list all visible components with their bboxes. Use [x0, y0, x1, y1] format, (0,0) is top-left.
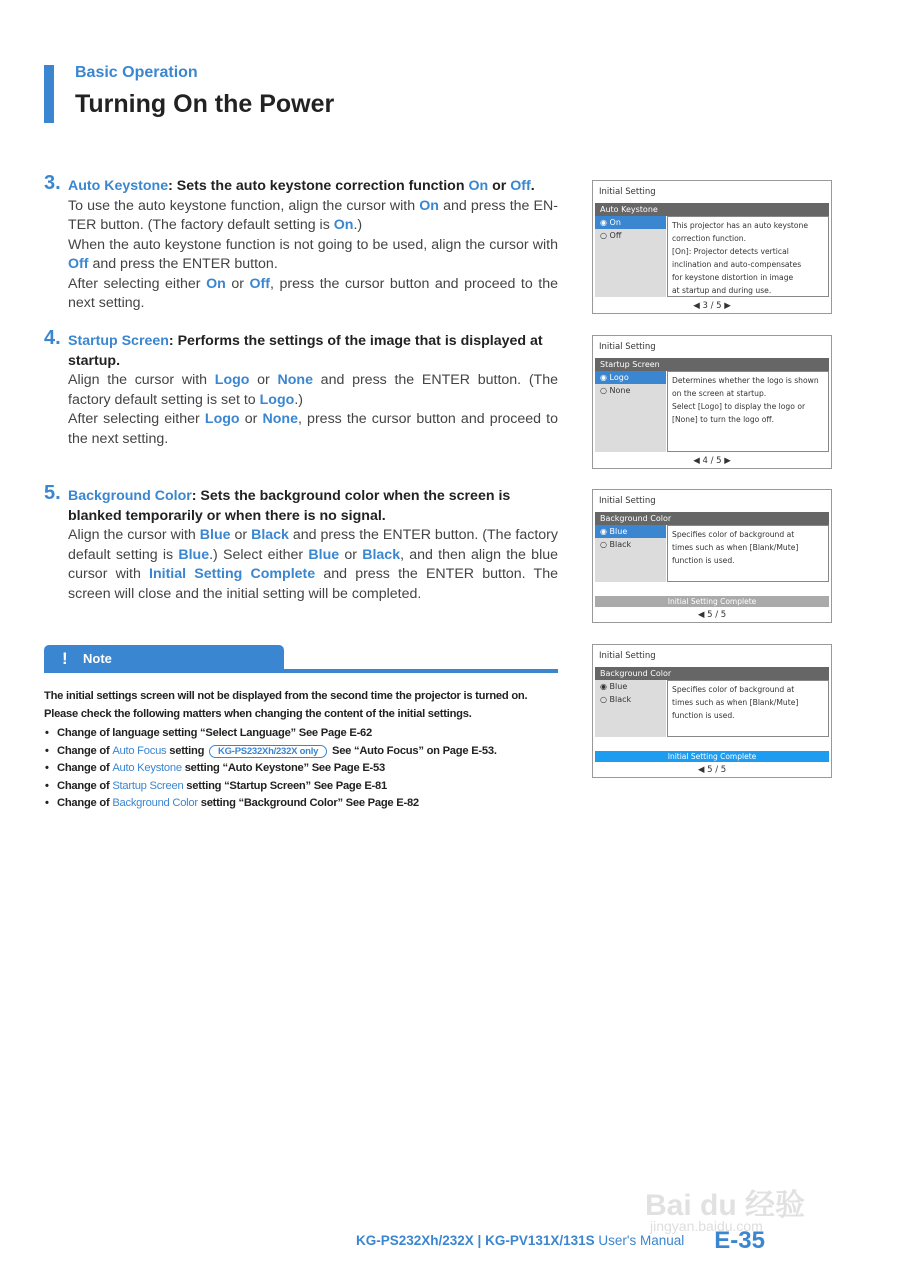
note-intro: The initial settings screen will not be displayed from the second time the projector is turned on. Please check the following matters when changing the content of the initial settings.	[44, 690, 528, 720]
para	[68, 371, 558, 410]
link-auto-keystone[interactable]: Auto Keystone	[112, 762, 182, 774]
text: To use the auto keystone function, align the cursor with	[68, 197, 420, 214]
option-label: Off	[609, 231, 622, 240]
desc-line: correction function.	[672, 234, 747, 243]
page-indicator: 4 / 5	[702, 456, 722, 466]
desc-line: [On]: Projector detects vertical	[672, 247, 789, 256]
option-blue[interactable]	[595, 680, 666, 693]
step-3	[44, 172, 559, 314]
panel-description	[667, 680, 829, 737]
list-item	[44, 725, 560, 743]
radio-selected-icon: ◉	[600, 527, 610, 536]
desc-line: at startup and during use.	[672, 286, 772, 295]
step-number: 3.	[44, 172, 61, 194]
model-badge: KG-PS232Xh/232X only	[209, 745, 327, 758]
text: setting “Startup Screen” See Page E-81	[183, 779, 387, 792]
desc-line: [None] to turn the logo off.	[672, 415, 774, 424]
option-none[interactable]	[595, 384, 666, 397]
note-body	[44, 688, 560, 813]
settings-panel-auto-keystone	[592, 180, 832, 314]
option-list	[595, 216, 666, 297]
hl-on: On	[206, 275, 226, 292]
step-body	[68, 371, 558, 449]
settings-panel-background-color	[592, 489, 832, 623]
text: or	[225, 275, 250, 292]
text: and press the ENTER button. (The factory default setting is set to	[68, 372, 558, 408]
panel-description	[667, 216, 829, 297]
desc-line: Specifies color of background at	[672, 685, 795, 694]
text: , and then align the blue cursor with	[68, 546, 559, 582]
hl-none: None	[262, 411, 298, 427]
triangle-left-icon[interactable]: ◀	[693, 301, 703, 311]
note-list	[44, 725, 560, 813]
list-item	[44, 760, 560, 778]
note-tab	[44, 645, 284, 672]
text: Align the cursor with	[68, 372, 215, 388]
text: setting “Background Color” See Page E-82	[197, 797, 419, 809]
option-label: On	[609, 218, 621, 227]
text: .)	[353, 217, 363, 233]
option-list	[595, 371, 666, 452]
hl-on: On	[468, 178, 489, 194]
text: or	[249, 372, 278, 388]
step-name: Background Color	[68, 488, 192, 504]
radio-empty-icon: ○	[600, 695, 610, 704]
step-5	[44, 482, 559, 604]
settings-panel-startup-screen	[592, 335, 832, 469]
hl-logo: Logo	[259, 391, 295, 408]
text: Change of language setting “Select Language” See Page E-62	[57, 727, 372, 739]
panel-header: Background Color	[595, 667, 829, 680]
radio-selected-icon: ◉	[600, 682, 610, 691]
triangle-left-icon[interactable]: ◀	[697, 765, 708, 775]
settings-panel-background-color-complete	[592, 644, 832, 778]
step-name: Auto Keystone	[68, 178, 169, 194]
hl-blue: Blue	[178, 546, 210, 563]
desc-line: function is used.	[672, 711, 735, 720]
panel-description	[667, 371, 829, 452]
text: See “Auto Focus” on Page E-53.	[329, 744, 497, 757]
note-divider	[44, 669, 558, 673]
hl-blue: Blue	[199, 527, 231, 543]
hl-off: Off	[249, 275, 270, 292]
footer-manual: User's Manual	[594, 1233, 685, 1248]
hl-none: None	[277, 372, 313, 388]
heading-or: or	[488, 178, 511, 194]
list-item	[44, 743, 560, 761]
option-list	[595, 680, 666, 737]
hl-off: Off	[68, 256, 89, 272]
text: Change of	[57, 744, 113, 757]
text: and press the ENTER button.	[88, 256, 278, 272]
step-body	[68, 197, 558, 314]
footer-model: KG-PS232Xh/232X | KG-PV131X/131S	[356, 1233, 595, 1248]
text: or	[239, 411, 263, 427]
text: Change of	[57, 779, 113, 792]
para	[68, 526, 558, 604]
desc-line: on the screen at startup.	[672, 389, 767, 398]
watermark-url: jingyan.baidu.com	[650, 1218, 763, 1234]
radio-selected-icon: ◉	[600, 373, 610, 382]
desc-line: This projector has an auto keystone	[672, 221, 809, 230]
heading-dot: .	[530, 178, 535, 194]
desc-line: inclination and auto-compensates	[672, 260, 802, 269]
exclamation-icon: !	[62, 649, 68, 668]
step-4	[44, 327, 559, 449]
desc-line: times such as when [Blank/Mute]	[672, 543, 799, 552]
triangle-left-icon[interactable]: ◀	[693, 456, 703, 466]
desc-line: function is used.	[672, 556, 735, 565]
desc-line: Determines whether the logo is shown	[672, 376, 819, 385]
heading-text: : Performs the settings of the image that is displayed at startup.	[68, 333, 543, 369]
para	[68, 275, 558, 314]
page-indicator: 3 / 5	[702, 301, 722, 311]
page-number: E-35	[714, 1227, 765, 1254]
panel-pager	[593, 765, 831, 775]
hl-blue: Blue	[308, 546, 340, 563]
text: setting “Auto Keystone” See Page E-53	[181, 762, 385, 774]
text: or	[339, 546, 363, 563]
text: When the auto keystone function is not going to be used, align the cursor with	[68, 236, 558, 253]
desc-line: for keystone distortion in image	[672, 273, 794, 282]
list-item	[44, 795, 560, 813]
hl-on: On	[333, 217, 354, 233]
text: .) Select either	[209, 546, 309, 563]
text: , press the cursor button and proceed to the next setting.	[68, 275, 559, 311]
option-list	[595, 525, 666, 582]
text: or	[230, 527, 252, 543]
panel-title: Initial Setting	[599, 342, 656, 352]
panel-pager	[593, 456, 831, 466]
link-startup-screen[interactable]: Startup Screen	[112, 779, 184, 792]
text: and press the ENTER button. The screen will close and the initial setting will be completed.	[68, 566, 558, 602]
watermark-logo: Bai du 经验	[645, 1189, 806, 1222]
initial-setting-complete-button[interactable]: Initial Setting Complete	[595, 751, 829, 762]
text: , press the cursor button and proceed to the next setting.	[68, 411, 559, 447]
panel-title: Initial Setting	[599, 496, 656, 506]
panel-title: Initial Setting	[599, 187, 656, 197]
section-label: Basic Operation	[75, 64, 198, 81]
text: and press the ENTER button. (The factory default setting is	[68, 527, 558, 563]
heading-text: : Sets the background color when the screen is blanked temporarily or when there is no signal.	[68, 488, 511, 524]
option-label: None	[609, 386, 631, 395]
para	[68, 197, 558, 236]
step-heading	[68, 177, 558, 197]
panel-description	[667, 525, 829, 582]
text: and press the EN-TER button. (The factory default setting is	[68, 197, 558, 233]
option-black[interactable]	[595, 693, 666, 706]
desc-line: Specifies color of background at	[672, 530, 795, 539]
step-body	[68, 526, 558, 604]
para	[68, 236, 558, 275]
option-logo[interactable]	[595, 371, 666, 384]
text: Change of	[57, 797, 113, 809]
option-blue[interactable]	[595, 525, 666, 538]
page-indicator: 5 / 5	[707, 765, 727, 775]
list-item	[44, 778, 560, 796]
page-title: Turning On the Power	[75, 90, 335, 118]
option-label: Blue	[609, 527, 628, 536]
option-label: Logo	[609, 373, 629, 382]
radio-empty-icon: ○	[600, 231, 610, 240]
text: After selecting either	[68, 275, 207, 292]
option-on[interactable]	[595, 216, 666, 229]
link-auto-focus[interactable]: Auto Focus	[112, 744, 167, 757]
option-off[interactable]	[595, 229, 666, 242]
text: After selecting either	[68, 411, 205, 427]
step-heading	[68, 332, 558, 371]
text: .)	[294, 391, 303, 408]
panel-header: Startup Screen	[595, 358, 829, 371]
triangle-left-icon[interactable]: ◀	[697, 610, 708, 620]
step-number: 5.	[44, 482, 61, 504]
panel-title: Initial Setting	[599, 651, 656, 661]
note-label: Note	[83, 651, 112, 666]
option-black[interactable]	[595, 538, 666, 551]
text: Align the cursor with	[68, 527, 200, 543]
para	[68, 410, 558, 449]
link-background-color[interactable]: Background Color	[112, 797, 198, 809]
panel-pager	[593, 610, 831, 620]
radio-empty-icon: ○	[600, 540, 610, 549]
triangle-right-icon[interactable]: ▶	[721, 301, 731, 311]
hl-off: Off	[510, 178, 531, 194]
text: Change of	[57, 762, 113, 774]
hl-on: On	[419, 197, 439, 214]
initial-setting-complete-button[interactable]: Initial Setting Complete	[595, 596, 829, 607]
panel-pager	[593, 301, 831, 311]
page-indicator: 5 / 5	[707, 610, 727, 620]
hl-logo: Logo	[204, 411, 240, 427]
hl-black: Black	[251, 527, 289, 543]
panel-header: Auto Keystone	[595, 203, 829, 216]
option-label: Blue	[609, 682, 628, 691]
hl-logo: Logo	[214, 372, 250, 388]
desc-line: Select [Logo] to display the logo or	[672, 402, 806, 411]
section-accent-bar	[44, 65, 54, 123]
hl-black: Black	[362, 546, 401, 563]
radio-selected-icon: ◉	[600, 218, 610, 227]
page-footer	[356, 1224, 765, 1252]
hl-complete: Initial Setting Complete	[149, 566, 316, 582]
text: setting	[166, 744, 208, 757]
triangle-right-icon[interactable]: ▶	[721, 456, 731, 466]
radio-empty-icon: ○	[600, 386, 610, 395]
option-label: Black	[609, 540, 632, 549]
step-heading	[68, 487, 558, 526]
heading-text: : Sets the auto keystone correction function	[168, 178, 469, 194]
panel-header: Background Color	[595, 512, 829, 525]
option-label: Black	[609, 695, 632, 704]
step-number: 4.	[44, 327, 61, 349]
step-name: Startup Screen	[68, 333, 169, 349]
desc-line: times such as when [Blank/Mute]	[672, 698, 799, 707]
